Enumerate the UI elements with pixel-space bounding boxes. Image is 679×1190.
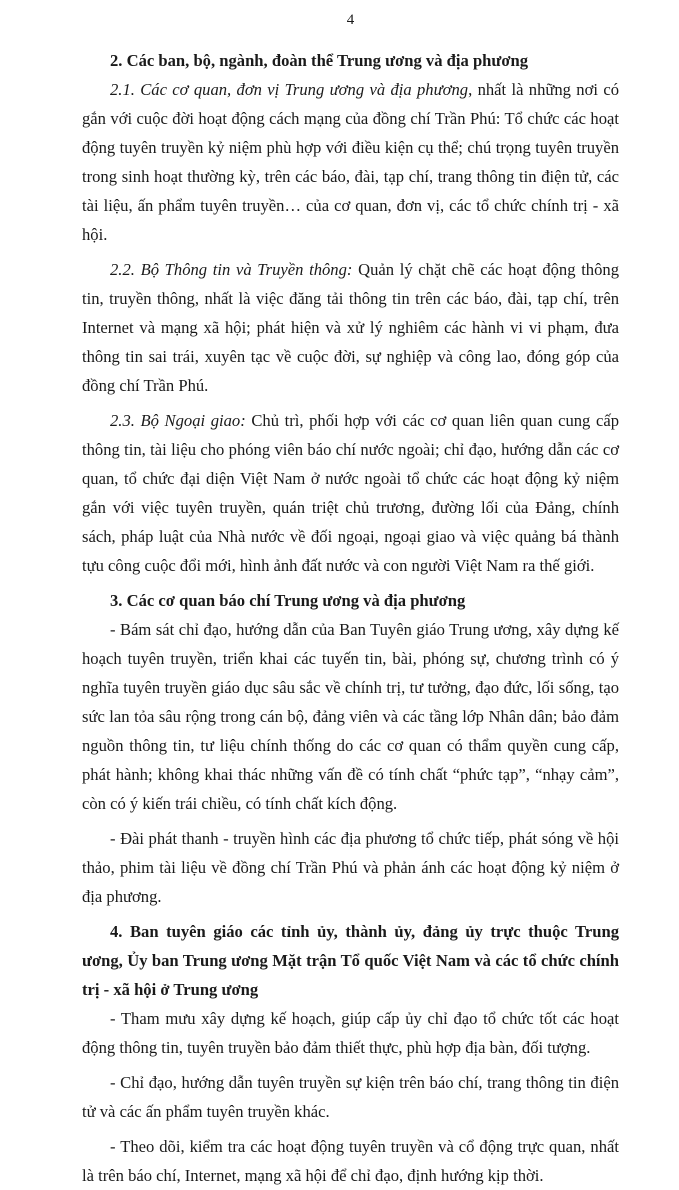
section-2-2-paragraph bbox=[82, 255, 619, 400]
section-2-2-text: Quản lý chặt chẽ các hoạt động thông tin, truyền thông, nhất là việc đăng tải thông tin trên các báo, đài, tạp chí, trên Internet và mạng xã hội; phát hiện và xử lý nghiêm các hành vi vi phạm, đưa thông tin sai trái, xuyên tạc về cuộc đời, sự nghiệp và công lao, đóng góp của đồng chí Trần Phú. bbox=[82, 260, 619, 395]
section-3-heading: 3. Các cơ quan báo chí Trung ương và địa phương bbox=[110, 591, 466, 610]
section-4-heading: 4. Ban tuyên giáo các tỉnh ủy, thành ủy, đảng ủy trực thuộc Trung ương, Ủy ban Trung ương Mặt trận Tổ quốc Việt Nam và các tổ chức chính trị - xã hội ở Trung ương bbox=[82, 922, 619, 999]
section-2-heading: 2. Các ban, bộ, ngành, đoàn thể Trung ương và địa phương bbox=[110, 51, 529, 70]
section-3-paragraph-2: - Đài phát thanh - truyền hình các địa phương tổ chức tiếp, phát sóng về hội thảo, phim tài liệu về đồng chí Trần Phú và phản ánh các hoạt động kỷ niệm ở địa phương. bbox=[82, 829, 619, 906]
section-2-3-text: Chủ trì, phối hợp với các cơ quan liên quan cung cấp thông tin, tài liệu cho phóng viên báo chí nước ngoài; chỉ đạo, hướng dẫn các cơ quan, tổ chức đại diện Việt Nam ở nước ngoài tổ chức các hoạt động kỷ niệm gắn với việc tuyên truyền, quán triệt chủ trương, đường lối của Đảng, chính sách, pháp luật của Nhà nước về đối ngoại, ngoại giao và việc quảng bá thành tựu công cuộc đổi mới, hình ảnh đất nước và con người Việt Nam ra thế giới. bbox=[82, 411, 619, 575]
section-2-1-paragraph bbox=[82, 75, 619, 249]
section-3-paragraph-1: - Bám sát chỉ đạo, hướng dẫn của Ban Tuyên giáo Trung ương, xây dựng kế hoạch tuyên truyền, triển khai các tuyến tin, bài, phóng sự, chương trình có ý nghĩa tuyên truyền giáo dục sâu sắc về chính trị, tư tưởng, đạo đức, lối sống, tạo sức lan tỏa sâu rộng trong cán bộ, đảng viên và các tầng lớp Nhân dân; bảo đảm nguồn thông tin, tư liệu chính thống do các cơ quan có thẩm quyền cung cấp, phát hành; không khai thác những vấn đề có tính chất “phức tạp”, “nhạy cảm”, còn có ý kiến trái chiều, có tính chất kích động. bbox=[82, 620, 619, 813]
section-2-3-lead: 2.3. Bộ Ngoại giao: bbox=[110, 411, 246, 430]
section-2-2-lead: 2.2. Bộ Thông tin và Truyền thông: bbox=[110, 260, 353, 279]
section-2-1-text: , nhất là những nơi có gắn với cuộc đời hoạt động cách mạng của đồng chí Trần Phú: Tổ chức các hoạt động tuyên truyền kỷ niệm phù hợp với điều kiện cụ thể; chú trọng tuyên truyền trong sinh hoạt thường kỳ, trên các báo, đài, tạp chí, trang thông tin điện tử, các tài liệu, ấn phẩm tuyên truyền… của cơ quan, đơn vị, các tổ chức chính trị - xã hội. bbox=[82, 80, 619, 244]
page-number: 4 bbox=[346, 12, 355, 28]
section-4-paragraph-2: - Chỉ đạo, hướng dẫn tuyên truyền sự kiện trên báo chí, trang thông tin điện tử và các ấn phẩm tuyên truyền khác. bbox=[82, 1073, 619, 1121]
section-2-1-lead: 2.1. Các cơ quan, đơn vị Trung ương và địa phương bbox=[110, 80, 469, 99]
section-4-paragraph-3: - Theo dõi, kiểm tra các hoạt động tuyên truyền và cổ động trực quan, nhất là trên báo chí, Internet, mạng xã hội để chỉ đạo, định hướng kịp thời. bbox=[82, 1137, 619, 1185]
section-2-3-paragraph bbox=[82, 406, 619, 580]
section-4-paragraph-1: - Tham mưu xây dựng kế hoạch, giúp cấp ủy chỉ đạo tổ chức tốt các hoạt động thông tin, tuyên truyền bảo đảm thiết thực, phù hợp địa bàn, đối tượng. bbox=[82, 1009, 619, 1057]
